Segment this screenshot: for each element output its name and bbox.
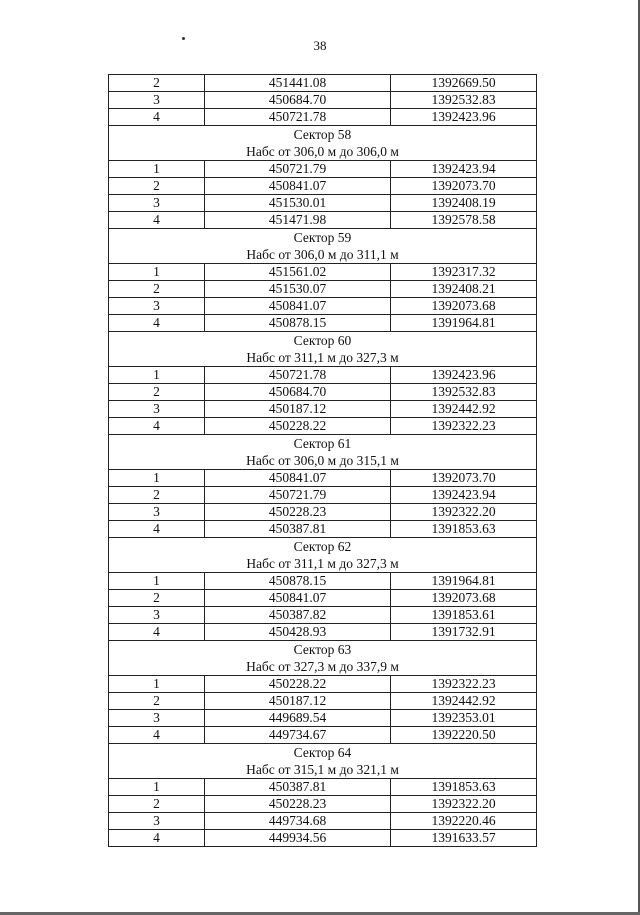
coordinates-table-body [109,75,537,847]
x-coordinate-cell: 449689.54 [205,710,391,727]
sector-header-row [109,332,537,367]
table-row [109,281,537,298]
sector-title: Сектор 58 [293,127,352,142]
point-number-cell: 4 [109,212,205,229]
y-coordinate-cell: 1392532.83 [391,384,537,401]
table-row [109,693,537,710]
x-coordinate-cell: 450228.23 [205,796,391,813]
x-coordinate-cell: 451471.98 [205,212,391,229]
x-coordinate-cell: 450684.70 [205,384,391,401]
x-coordinate-cell: 449734.68 [205,813,391,830]
point-number-cell: 1 [109,676,205,693]
sector-title: Сектор 60 [293,333,352,348]
table-row [109,161,537,178]
point-number-cell: 1 [109,470,205,487]
point-number-cell: 1 [109,573,205,590]
x-coordinate-cell: 450721.79 [205,487,391,504]
table-row [109,779,537,796]
x-coordinate-cell: 450878.15 [205,315,391,332]
table-row [109,813,537,830]
sector-title: Сектор 62 [293,539,352,554]
table-row [109,727,537,744]
y-coordinate-cell: 1392423.94 [391,487,537,504]
coordinates-table [108,74,537,847]
y-coordinate-cell: 1392073.70 [391,470,537,487]
point-number-cell: 4 [109,315,205,332]
y-coordinate-cell: 1391964.81 [391,573,537,590]
table-row [109,573,537,590]
table-row [109,298,537,315]
point-number-cell: 3 [109,92,205,109]
table-row [109,470,537,487]
y-coordinate-cell: 1392669.50 [391,75,537,92]
sector-header [109,435,537,470]
table-row [109,487,537,504]
x-coordinate-cell: 450721.78 [205,367,391,384]
sector-height-range: Набс от 311,1 м до 327,3 м [246,556,399,571]
sector-header-row [109,538,537,573]
point-number-cell: 2 [109,487,205,504]
point-number-cell: 3 [109,298,205,315]
point-number-cell: 3 [109,607,205,624]
sector-header-row [109,641,537,676]
sector-height-range: Набс от 306,0 м до 315,1 м [246,453,399,468]
x-coordinate-cell: 450841.07 [205,178,391,195]
sector-header [109,126,537,161]
sector-title: Сектор 61 [293,436,352,451]
point-number-cell: 2 [109,178,205,195]
point-number-cell: 3 [109,813,205,830]
x-coordinate-cell: 450721.78 [205,109,391,126]
x-coordinate-cell: 450684.70 [205,92,391,109]
table-row [109,109,537,126]
table-row [109,521,537,538]
table-row [109,607,537,624]
y-coordinate-cell: 1392442.92 [391,401,537,418]
y-coordinate-cell: 1391964.81 [391,315,537,332]
sector-height-range: Набс от 306,0 м до 306,0 м [246,144,399,159]
x-coordinate-cell: 451530.07 [205,281,391,298]
y-coordinate-cell: 1392317.32 [391,264,537,281]
point-number-cell: 1 [109,264,205,281]
x-coordinate-cell: 450187.12 [205,401,391,418]
y-coordinate-cell: 1392322.23 [391,418,537,435]
table-row [109,504,537,521]
y-coordinate-cell: 1392423.96 [391,109,537,126]
scan-speck [182,37,185,40]
y-coordinate-cell: 1392353.01 [391,710,537,727]
x-coordinate-cell: 450841.07 [205,590,391,607]
y-coordinate-cell: 1392532.83 [391,92,537,109]
table-row [109,624,537,641]
x-coordinate-cell: 450228.22 [205,418,391,435]
table-row [109,92,537,109]
point-number-cell: 4 [109,624,205,641]
x-coordinate-cell: 450721.79 [205,161,391,178]
sector-header-row [109,744,537,779]
x-coordinate-cell: 449934.56 [205,830,391,847]
y-coordinate-cell: 1391853.63 [391,779,537,796]
x-coordinate-cell: 451561.02 [205,264,391,281]
sector-header [109,229,537,264]
y-coordinate-cell: 1391633.57 [391,830,537,847]
sector-height-range: Набс от 306,0 м до 311,1 м [246,247,399,262]
x-coordinate-cell: 450228.23 [205,504,391,521]
point-number-cell: 2 [109,796,205,813]
point-number-cell: 2 [109,281,205,298]
point-number-cell: 3 [109,401,205,418]
y-coordinate-cell: 1391853.61 [391,607,537,624]
table-row [109,401,537,418]
x-coordinate-cell: 451530.01 [205,195,391,212]
table-row [109,418,537,435]
x-coordinate-cell: 450841.07 [205,298,391,315]
sector-header-row [109,229,537,264]
table-row [109,178,537,195]
y-coordinate-cell: 1392423.94 [391,161,537,178]
x-coordinate-cell: 450387.82 [205,607,391,624]
point-number-cell: 1 [109,367,205,384]
point-number-cell: 2 [109,590,205,607]
y-coordinate-cell: 1391853.63 [391,521,537,538]
point-number-cell: 4 [109,109,205,126]
x-coordinate-cell: 450228.22 [205,676,391,693]
point-number-cell: 2 [109,75,205,92]
sector-height-range: Набс от 315,1 м до 321,1 м [246,762,399,777]
y-coordinate-cell: 1392578.58 [391,212,537,229]
y-coordinate-cell: 1392442.92 [391,693,537,710]
y-coordinate-cell: 1392423.96 [391,367,537,384]
y-coordinate-cell: 1392073.68 [391,298,537,315]
table-row [109,315,537,332]
point-number-cell: 2 [109,384,205,401]
point-number-cell: 1 [109,161,205,178]
x-coordinate-cell: 450187.12 [205,693,391,710]
point-number-cell: 3 [109,504,205,521]
point-number-cell: 4 [109,521,205,538]
y-coordinate-cell: 1392322.20 [391,504,537,521]
table-row [109,796,537,813]
table-row [109,212,537,229]
point-number-cell: 4 [109,418,205,435]
table-row [109,264,537,281]
table-row [109,75,537,92]
y-coordinate-cell: 1392073.70 [391,178,537,195]
y-coordinate-cell: 1392220.46 [391,813,537,830]
x-coordinate-cell: 450428.93 [205,624,391,641]
y-coordinate-cell: 1392408.21 [391,281,537,298]
table-row [109,384,537,401]
x-coordinate-cell: 450878.15 [205,573,391,590]
sector-header-row [109,126,537,161]
x-coordinate-cell: 450387.81 [205,779,391,796]
sector-title: Сектор 59 [293,230,352,245]
point-number-cell: 4 [109,727,205,744]
sector-header [109,744,537,779]
y-coordinate-cell: 1392408.19 [391,195,537,212]
y-coordinate-cell: 1392322.20 [391,796,537,813]
y-coordinate-cell: 1392073.68 [391,590,537,607]
sector-header-row [109,435,537,470]
point-number-cell: 4 [109,830,205,847]
table-row [109,195,537,212]
sector-height-range: Набс от 311,1 м до 327,3 м [246,350,399,365]
sector-header [109,332,537,367]
table-row [109,710,537,727]
y-coordinate-cell: 1391732.91 [391,624,537,641]
sector-header [109,538,537,573]
point-number-cell: 3 [109,710,205,727]
point-number-cell: 2 [109,693,205,710]
table-row [109,830,537,847]
x-coordinate-cell: 449734.67 [205,727,391,744]
point-number-cell: 3 [109,195,205,212]
x-coordinate-cell: 450841.07 [205,470,391,487]
page-number: 38 [313,38,327,53]
sector-title: Сектор 64 [293,745,352,760]
sector-height-range: Набс от 327,3 м до 337,9 м [246,659,399,674]
x-coordinate-cell: 451441.08 [205,75,391,92]
y-coordinate-cell: 1392322.23 [391,676,537,693]
table-row [109,590,537,607]
x-coordinate-cell: 450387.81 [205,521,391,538]
sector-title: Сектор 63 [293,642,352,657]
sector-header [109,641,537,676]
table-row [109,676,537,693]
table-row [109,367,537,384]
point-number-cell: 1 [109,779,205,796]
y-coordinate-cell: 1392220.50 [391,727,537,744]
